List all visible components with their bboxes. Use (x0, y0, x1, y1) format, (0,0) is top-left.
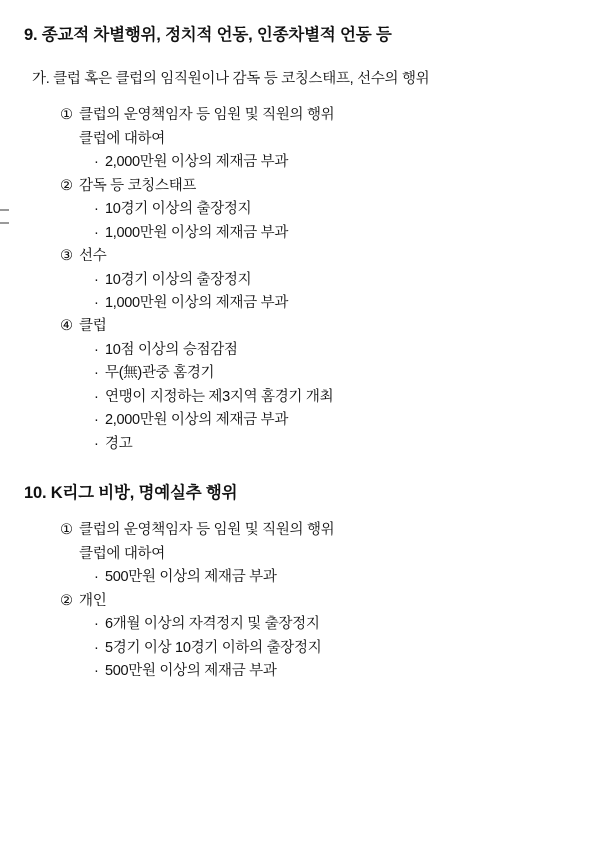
list-item (60, 245, 578, 315)
item-title-text: 클럽의 운영책임자 등 임원 및 직원의 행위 (79, 522, 335, 539)
item-title (60, 175, 578, 198)
list-item (60, 519, 578, 589)
item-title (60, 104, 578, 127)
bullet-item (94, 613, 578, 636)
item-marker: ④ (60, 318, 73, 335)
bullet-item (94, 386, 578, 409)
item-bullets (60, 566, 578, 589)
section-10-heading: 10. K리그 비방, 명예실추 행위 (24, 484, 238, 503)
item-subline: 클럽에 대하여 (79, 130, 165, 147)
bullet-item (94, 566, 578, 589)
bullet-item (94, 292, 578, 315)
item-marker: ① (60, 522, 73, 539)
bullet-item (94, 151, 578, 174)
list-item (60, 315, 578, 456)
section-10-item-list (22, 519, 578, 683)
item-bullets (60, 151, 578, 174)
bullet-dot-icon: · (94, 435, 99, 452)
section-9-subclause: 가. 클럽 혹은 클럽의 임직원이나 감독 등 코칭스태프, 선수의 행위 (32, 71, 430, 88)
bullet-text: 2,000만원 이상의 제재금 부과 (105, 154, 289, 171)
bullet-text: 1,000만원 이상의 제재금 부과 (105, 224, 289, 241)
bullet-item (94, 222, 578, 245)
bullet-dot-icon: · (94, 201, 99, 218)
bullet-text: 6개월 이상의 자격정지 및 출장정지 (105, 616, 320, 633)
item-bullets (60, 198, 578, 245)
item-title-text: 선수 (79, 248, 107, 265)
bullet-item (94, 198, 578, 221)
bullet-dot-icon: · (94, 412, 99, 429)
list-item (60, 590, 578, 684)
bullet-item (94, 637, 578, 660)
bullet-dot-icon: · (94, 639, 99, 656)
bullet-text: 연맹이 지정하는 제3지역 홈경기 개최 (105, 388, 334, 405)
scan-artifact-mark (0, 222, 9, 224)
bullet-item (94, 362, 578, 385)
item-title-text: 감독 등 코칭스태프 (79, 177, 197, 194)
bullet-item (94, 269, 578, 292)
bullet-dot-icon: · (94, 294, 99, 311)
bullet-text: 500만원 이상의 제재금 부과 (105, 663, 277, 680)
bullet-text: 무(無)관중 홈경기 (105, 365, 215, 382)
item-title (60, 519, 578, 542)
item-marker: ① (60, 107, 73, 124)
bullet-text: 500만원 이상의 제재금 부과 (105, 569, 277, 586)
bullet-text: 10경기 이상의 출장정지 (105, 201, 252, 218)
item-title (60, 245, 578, 268)
scan-artifact-mark (0, 209, 9, 211)
bullet-text: 10경기 이상의 출장정지 (105, 271, 252, 288)
bullet-dot-icon: · (94, 663, 99, 680)
section-9-heading: 9. 종교적 차별행위, 정치적 언동, 인종차별적 언동 등 (24, 26, 392, 44)
bullet-dot-icon: · (94, 569, 99, 586)
bullet-dot-icon: · (94, 616, 99, 633)
item-bullets (60, 613, 578, 683)
bullet-item (94, 339, 578, 362)
item-marker: ② (60, 177, 73, 194)
bullet-dot-icon: · (94, 271, 99, 288)
item-title (60, 315, 578, 338)
bullet-text: 2,000만원 이상의 제재금 부과 (105, 412, 289, 429)
bullet-item (94, 433, 578, 456)
item-marker: ③ (60, 248, 73, 265)
bullet-text: 10점 이상의 승점감점 (105, 341, 238, 358)
bullet-text: 5경기 이상 10경기 이하의 출장정지 (105, 639, 322, 656)
item-bullets (60, 339, 578, 456)
bullet-item (94, 409, 578, 432)
item-bullets (60, 269, 578, 316)
item-title-text: 클럽 (79, 318, 107, 335)
list-item (60, 104, 578, 174)
bullet-dot-icon: · (94, 224, 99, 241)
bullet-item (94, 660, 578, 683)
section-10 (22, 482, 578, 683)
item-title-text: 개인 (79, 592, 107, 609)
item-title (60, 590, 578, 613)
bullet-text: 1,000만원 이상의 제재금 부과 (105, 294, 289, 311)
bullet-dot-icon: · (94, 154, 99, 171)
bullet-text: 경고 (105, 435, 133, 452)
item-title-text: 클럽의 운영책임자 등 임원 및 직원의 행위 (79, 107, 335, 124)
bullet-dot-icon: · (94, 341, 99, 358)
bullet-dot-icon: · (94, 388, 99, 405)
list-item (60, 175, 578, 245)
bullet-dot-icon: · (94, 365, 99, 382)
item-subline: 클럽에 대하여 (79, 545, 165, 562)
item-marker: ② (60, 592, 73, 609)
section-9-item-list (22, 104, 578, 456)
section-9 (22, 24, 578, 456)
